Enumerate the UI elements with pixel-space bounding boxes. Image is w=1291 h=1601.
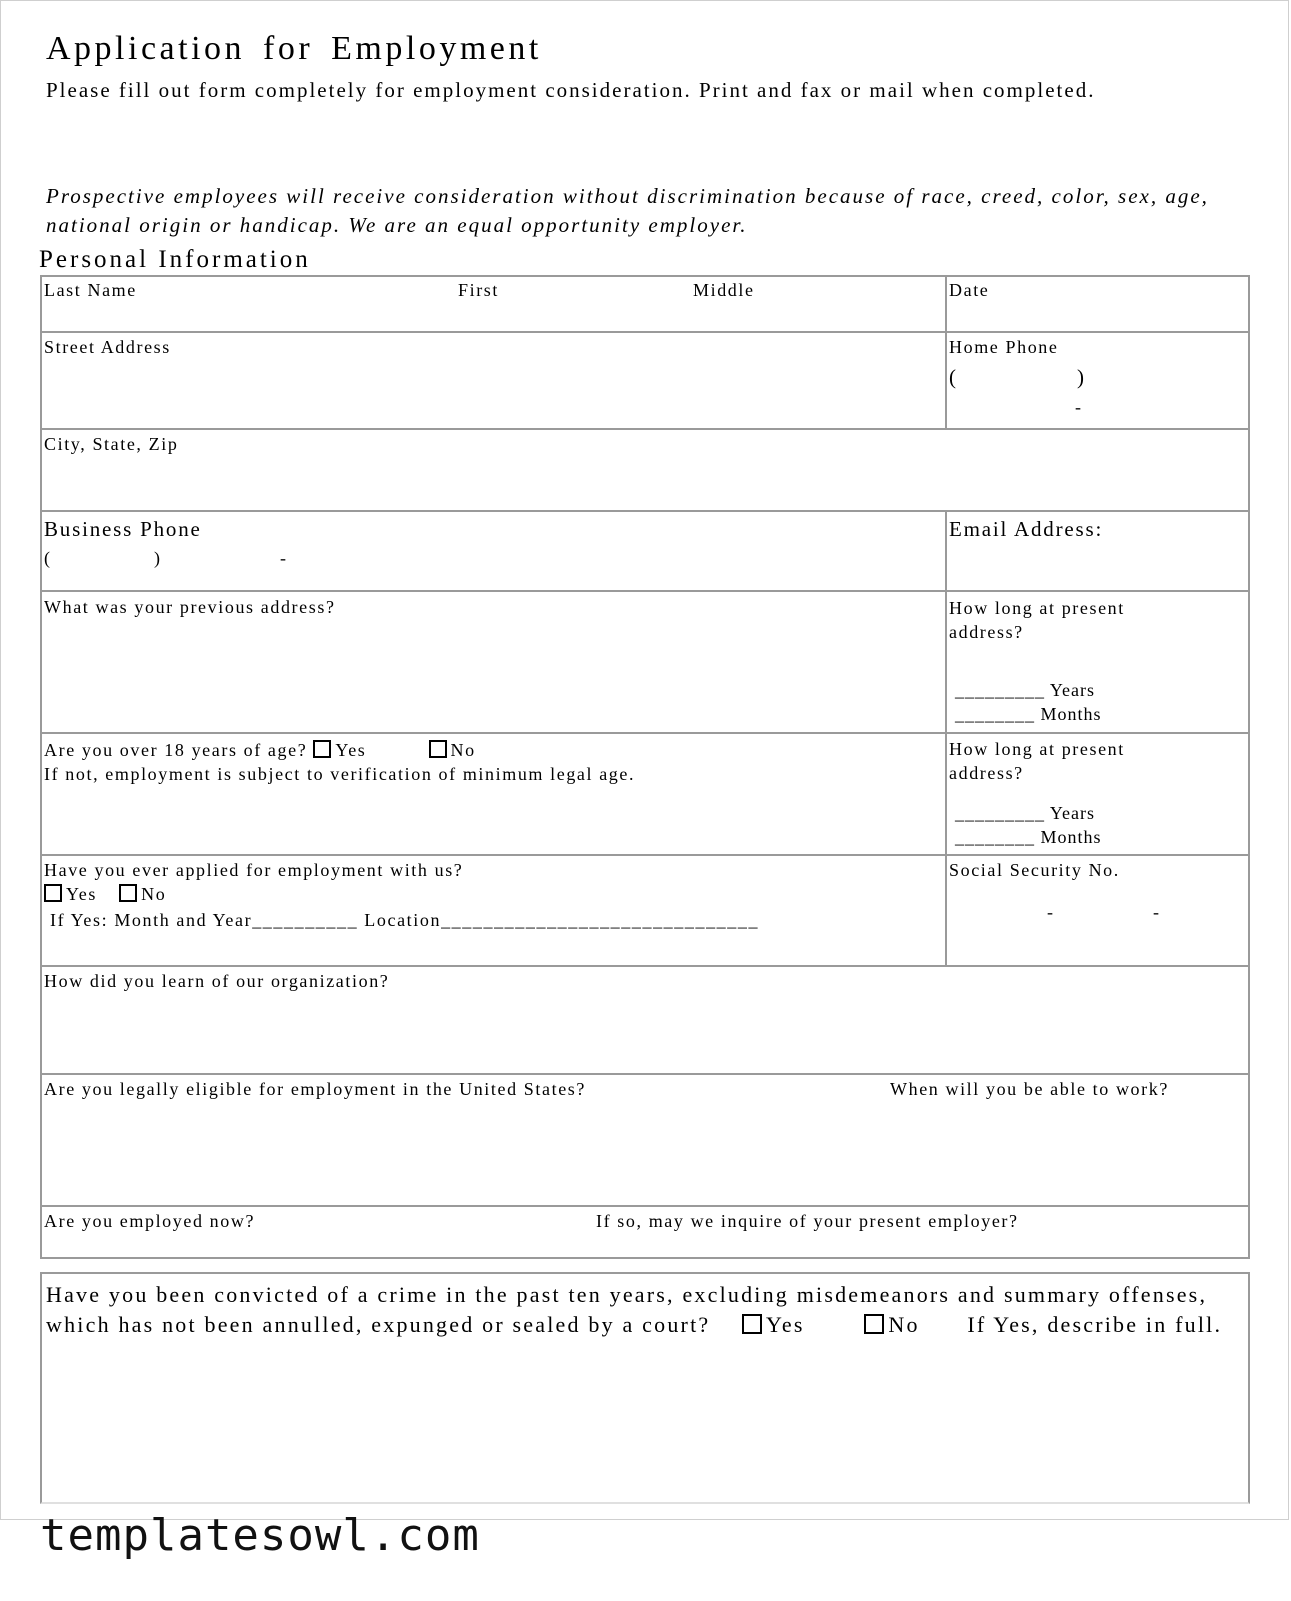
row-crime [40, 1272, 1250, 1504]
how-long-cell-1[interactable] [945, 592, 1248, 732]
name-cell[interactable] [42, 277, 945, 331]
city-state-zip-cell[interactable] [42, 430, 1248, 510]
row-business-phone [40, 510, 1250, 592]
applied-no-checkbox[interactable] [119, 884, 137, 902]
row-age [40, 732, 1250, 856]
row-learn-of-org [40, 965, 1250, 1075]
how-long-years-2: _________ Years [955, 803, 1096, 823]
employed-now-cell[interactable] [42, 1207, 1248, 1257]
age-yes-label: Yes [335, 740, 367, 760]
how-long-months-1: ________ Months [955, 704, 1102, 724]
previous-address-cell[interactable] [42, 592, 945, 732]
crime-no-checkbox[interactable] [864, 1314, 884, 1334]
how-long-label-1: How long at present address? [949, 598, 1125, 642]
applied-before-cell [42, 856, 945, 965]
learn-of-org-cell[interactable] [42, 967, 1248, 1073]
applied-no-label: No [141, 884, 167, 904]
age-question [44, 740, 476, 761]
row-previous-address [40, 590, 1250, 734]
age-note: If not, employment is subject to verification of minimum legal age. [44, 764, 636, 784]
age-no-label: No [450, 740, 476, 760]
row-applied-before [40, 854, 1250, 967]
applied-before-if-yes: If Yes: Month and Year__________ Location______________________________ [50, 910, 760, 930]
row-employed-now [40, 1205, 1250, 1259]
business-phone-dash: - [280, 548, 288, 568]
business-phone-close-paren: ) [154, 548, 162, 568]
crime-question-block [46, 1280, 1241, 1340]
crime-no-label: No [888, 1312, 920, 1337]
middle-name-label: Middle [693, 280, 755, 300]
learn-of-org-label: How did you learn of our organization? [44, 971, 390, 991]
legally-eligible-cell[interactable] [42, 1075, 1248, 1205]
age-no-checkbox[interactable] [429, 740, 447, 758]
email-cell[interactable] [945, 512, 1248, 590]
row-street [40, 331, 1250, 430]
eeo-statement: Prospective employees will receive consideration without discrimination because of race, creed, color, sex, age, national origin or handicap. We are an equal opportunity employer. [46, 184, 1209, 237]
ssn-cell[interactable] [945, 856, 1248, 965]
applied-before-question: Have you ever applied for employment with us? [44, 860, 464, 880]
crime-question: Have you been convicted of a crime in the past ten years, excluding misdemeanors and summary offenses, which has not been annulled, expunged or sealed by a court? [46, 1282, 1208, 1337]
last-name-label: Last Name [44, 280, 137, 300]
how-long-years-1: _________ Years [955, 680, 1096, 700]
personal-information-form [40, 279, 1250, 1511]
age-question-text: Are you over 18 years of age? [44, 740, 308, 760]
crime-yes-label: Yes [766, 1312, 805, 1337]
employed-now-label: Are you employed now? [44, 1211, 256, 1231]
home-phone-dash: - [1075, 397, 1083, 417]
inquire-employer-label: If so, may we inquire of your present employer? [596, 1211, 1019, 1231]
crime-if-yes: If Yes, describe in full. [967, 1312, 1223, 1337]
watermark: templatesowl.com [40, 1510, 480, 1561]
street-address-label: Street Address [44, 337, 171, 357]
row-city [40, 428, 1250, 512]
business-phone-open-paren: ( [44, 548, 52, 568]
business-phone-label: Business Phone [44, 517, 202, 541]
business-phone-cell[interactable] [42, 512, 945, 590]
intro-text: Please fill out form completely for employment consideration. Print and fax or mail when completed. [46, 78, 1096, 102]
row-legally-eligible [40, 1073, 1250, 1207]
row-name [40, 275, 1250, 333]
how-long-cell-2[interactable] [945, 734, 1248, 854]
home-phone-label: Home Phone [949, 337, 1059, 357]
first-name-label: First [458, 280, 500, 300]
when-work-label: When will you be able to work? [890, 1079, 1169, 1099]
age-yes-checkbox[interactable] [313, 740, 331, 758]
date-cell[interactable] [945, 277, 1248, 331]
ssn-dash-1: - [1047, 902, 1055, 922]
ssn-label: Social Security No. [949, 860, 1120, 880]
applied-before-options [44, 884, 166, 905]
city-state-zip-label: City, State, Zip [44, 434, 179, 454]
street-address-cell[interactable] [42, 333, 945, 428]
age-cell [42, 734, 945, 854]
applied-yes-checkbox[interactable] [44, 884, 62, 902]
ssn-dash-2: - [1153, 902, 1161, 922]
email-label: Email Address: [949, 517, 1104, 541]
home-phone-close-paren: ) [1077, 365, 1086, 389]
crime-cell[interactable] [42, 1274, 1248, 1502]
home-phone-cell[interactable] [945, 333, 1248, 428]
how-long-label-2: How long at present address? [949, 739, 1125, 783]
crime-yes-checkbox[interactable] [742, 1314, 762, 1334]
date-label: Date [949, 280, 990, 300]
page-title: Application for Employment [46, 30, 542, 67]
section-title: Personal Information [39, 246, 311, 273]
previous-address-label: What was your previous address? [44, 597, 336, 617]
applied-yes-label: Yes [66, 884, 97, 904]
legally-eligible-label: Are you legally eligible for employment in the United States? [44, 1079, 586, 1099]
home-phone-open-paren: ( [949, 365, 958, 389]
how-long-months-2: ________ Months [955, 827, 1102, 847]
